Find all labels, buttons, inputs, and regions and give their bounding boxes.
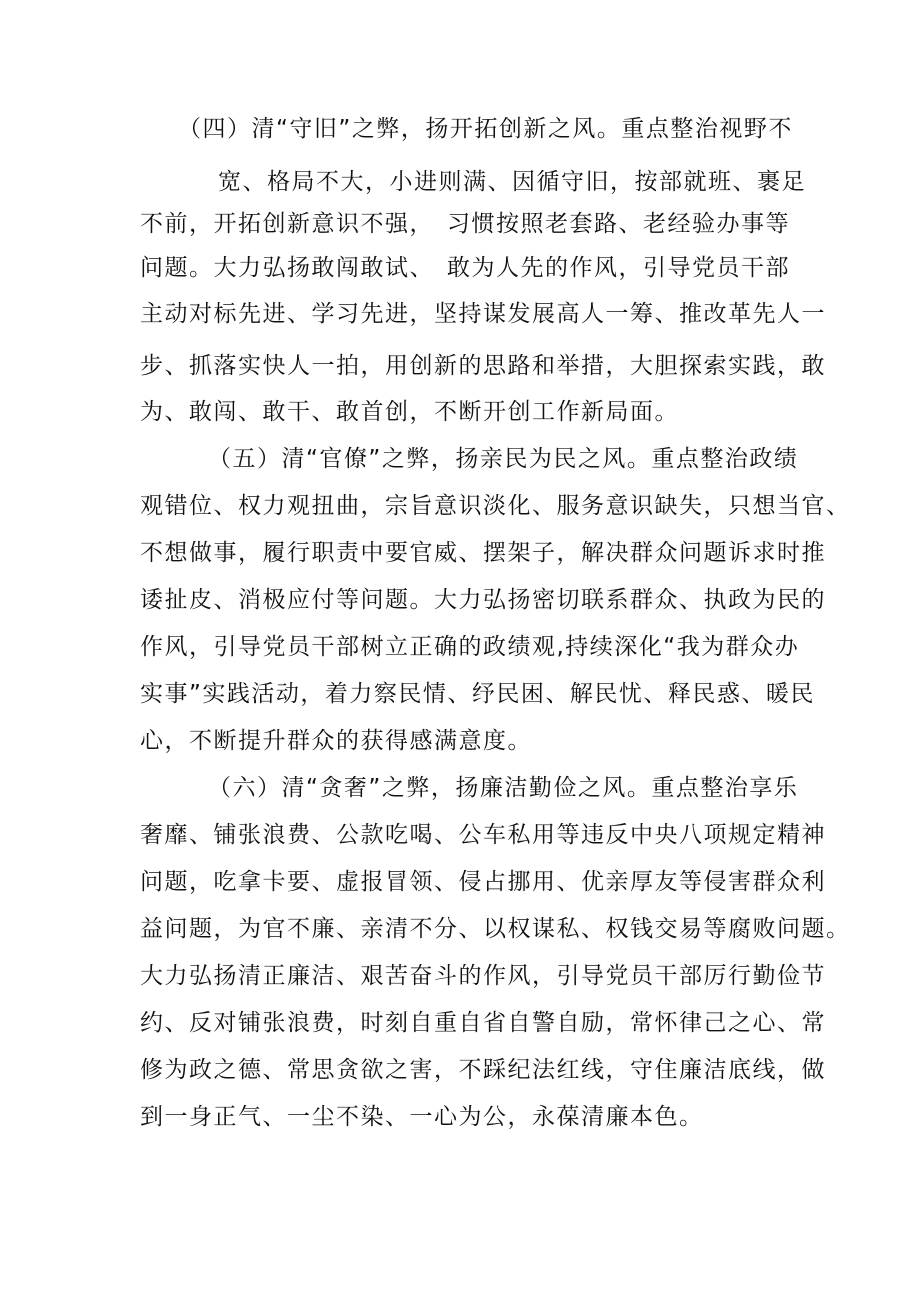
paragraph-6-line: 问题，吃拿卡要、虚报冒领、侵占挪用、优亲厚友等侵害群众利 [140,869,826,895]
paragraph-6-line: 奢靡、铺张浪费、公款吃喝、公车私用等违反中央八项规定精神 [140,822,826,848]
paragraph-4-line: 问题。大力弘扬敢闯敢试、 敢为人先的作风，引导党员干部 [140,255,790,281]
paragraph-6-line: 益问题，为官不廉、亲清不分、以权谋私、权钱交易等腐败问题。 [140,916,851,942]
paragraph-6-line: 修为政之德、常思贪欲之害，不踩纪法红线，守住廉洁底线，做 [140,1057,826,1083]
paragraph-4-line: 宽、格局不大，小进则满、因循守旧，按部就班、裹足 [218,169,806,195]
paragraph-5-line: 作风，引导党员干部树立正确的政绩观,持续深化“我为群众办 [140,634,800,660]
paragraph-5-line: 心，不断提升群众的获得感满意度。 [140,728,532,754]
paragraph-5-line: 观错位、权力观扭曲，宗旨意识淡化、服务意识缺失，只想当官、 [140,493,851,519]
paragraph-6-line: 大力弘扬清正廉洁、艰苦奋斗的作风，引导党员干部厉行勤俭节 [140,963,826,989]
paragraph-6-heading-line: （六）清“贪奢”之弊，扬廉洁勤俭之风。重点整治享乐 [208,775,799,801]
paragraph-5-line: 实事”实践活动，着力察民情、纾民困、解民忧、释民惑、暖民 [140,681,815,707]
paragraph-4-line: 主动对标先进、学习先进，坚持谋发展高人一筹、推改革先人一 [140,301,826,327]
paragraph-6-line: 到一身正气、一尘不染、一心为公，永葆清廉本色。 [140,1104,704,1130]
paragraph-5-line: 诿扯皮、消极应付等问题。大力弘扬密切联系群众、执政为民的 [140,587,826,613]
paragraph-4-line: 步、抓落实快人一拍，用创新的思路和举措，大胆探索实践，敢 [140,353,826,379]
paragraph-4-line: 为、敢闯、敢干、敢首创，不断开创工作新局面。 [140,399,679,425]
paragraph-4-line: 不前，开拓创新意识不强， 习惯按照老套路、老经验办事等 [140,211,790,237]
paragraph-5-heading-line: （五）清“官僚”之弊，扬亲民为民之风。重点整治政绩 [208,446,799,472]
paragraph-6-line: 约、反对铺张浪费，时刻自重自省自警自励，常怀律己之心、常 [140,1010,826,1036]
paragraph-4-heading-line: （四）清“守旧”之弊，扬开拓创新之风。重点整治视野不 [178,116,793,142]
paragraph-5-line: 不想做事，履行职责中要官威、摆架子，解决群众问题诉求时推 [140,540,826,566]
